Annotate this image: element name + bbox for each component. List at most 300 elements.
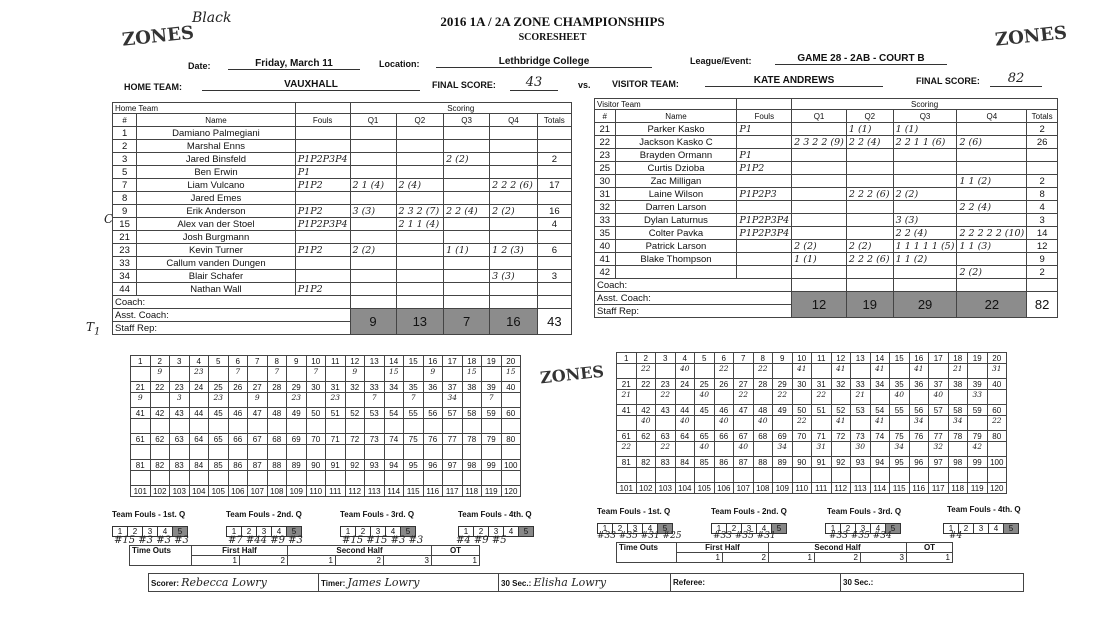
home-foul-box[interactable]: 3 xyxy=(370,526,386,537)
home-player-q1[interactable] xyxy=(350,257,396,270)
visitor-score-mark[interactable] xyxy=(734,416,754,431)
visitor-score-mark[interactable] xyxy=(734,468,754,483)
visitor-score-mark[interactable] xyxy=(948,442,968,457)
visitor-score-mark[interactable] xyxy=(909,390,929,405)
home-score-mark[interactable] xyxy=(228,445,248,460)
visitor-score-mark[interactable] xyxy=(636,390,656,405)
home-player-q4[interactable] xyxy=(490,153,538,166)
visitor-foul-box[interactable]: 2 xyxy=(840,523,856,534)
visitor-foul-box[interactable]: 1 xyxy=(943,523,959,534)
visitor-score-mark[interactable] xyxy=(792,390,812,405)
home-score-mark[interactable] xyxy=(170,419,190,434)
home-score-mark[interactable] xyxy=(267,393,287,408)
visitor-score-mark[interactable] xyxy=(675,390,695,405)
home-score-mark[interactable]: 34 xyxy=(443,393,463,408)
visitor-player-q1[interactable] xyxy=(792,227,847,240)
home-player-q4[interactable] xyxy=(490,283,538,296)
visitor-score-mark[interactable]: 22 xyxy=(617,442,637,457)
visitor-score-mark[interactable]: 40 xyxy=(636,416,656,431)
visitor-score-mark[interactable]: 34 xyxy=(890,442,910,457)
home-player-total[interactable] xyxy=(537,257,571,270)
home-foul-box[interactable]: 3 xyxy=(142,526,158,537)
visitor-timeout-slot[interactable]: 1 xyxy=(907,553,953,563)
home-score-mark[interactable] xyxy=(326,445,346,460)
visitor-player-q3[interactable] xyxy=(893,175,957,188)
visitor-player-q1[interactable] xyxy=(792,266,847,279)
home-score-mark[interactable]: 15 xyxy=(501,367,521,382)
home-score-mark[interactable] xyxy=(228,471,248,486)
visitor-score-mark[interactable] xyxy=(831,390,851,405)
home-score-mark[interactable] xyxy=(384,445,404,460)
home-player-q2[interactable] xyxy=(396,153,444,166)
visitor-player-q4[interactable] xyxy=(957,214,1027,227)
home-score-mark[interactable] xyxy=(345,419,365,434)
visitor-score-mark[interactable] xyxy=(812,468,832,483)
home-score-mark[interactable] xyxy=(423,471,443,486)
home-score-mark[interactable]: 9 xyxy=(423,367,443,382)
visitor-player-q2[interactable] xyxy=(846,201,893,214)
home-player-q2[interactable]: 2 (4) xyxy=(396,179,444,192)
home-foul-box[interactable]: 5 xyxy=(286,526,302,537)
home-player-total[interactable]: 2 xyxy=(537,153,571,166)
visitor-score-mark[interactable]: 21 xyxy=(617,390,637,405)
visitor-player-q3[interactable]: 3 (3) xyxy=(893,214,957,227)
home-score-mark[interactable] xyxy=(345,393,365,408)
home-score-mark[interactable] xyxy=(501,393,521,408)
home-foul-box[interactable]: 1 xyxy=(458,526,474,537)
visitor-player-total[interactable]: 4 xyxy=(1027,201,1058,214)
home-score-mark[interactable] xyxy=(326,419,346,434)
visitor-player-q2[interactable] xyxy=(846,214,893,227)
home-score-mark[interactable] xyxy=(248,445,268,460)
visitor-player-q2[interactable]: 2 (2) xyxy=(846,240,893,253)
home-player-q2[interactable]: 2 3 2 (7) xyxy=(396,205,444,218)
home-player-q3[interactable]: 2 (2) xyxy=(444,153,490,166)
visitor-score-mark[interactable] xyxy=(812,416,832,431)
home-player-total[interactable] xyxy=(537,231,571,244)
home-player-fouls[interactable]: P1P2P3P4 xyxy=(295,153,350,166)
home-player-q3[interactable] xyxy=(444,127,490,140)
visitor-player-q1[interactable] xyxy=(792,188,847,201)
home-final-score[interactable]: 43 xyxy=(510,75,558,91)
visitor-score-mark[interactable] xyxy=(695,468,715,483)
home-score-mark[interactable] xyxy=(267,471,287,486)
visitor-timeout-slot[interactable]: 3 xyxy=(861,553,907,563)
visitor-score-mark[interactable] xyxy=(968,416,988,431)
visitor-player-fouls[interactable]: P1 xyxy=(737,123,792,136)
visitor-foul-box[interactable]: 3 xyxy=(855,523,871,534)
home-score-mark[interactable] xyxy=(423,419,443,434)
home-score-mark[interactable] xyxy=(189,471,209,486)
visitor-score-mark[interactable]: 22 xyxy=(753,364,773,379)
visitor-player-total[interactable] xyxy=(1027,162,1058,175)
home-player-q1[interactable] xyxy=(350,140,396,153)
home-player-q1[interactable] xyxy=(350,218,396,231)
home-foul-box[interactable]: 2 xyxy=(355,526,371,537)
visitor-foul-box[interactable]: 3 xyxy=(973,523,989,534)
visitor-score-mark[interactable] xyxy=(773,468,793,483)
visitor-score-mark[interactable]: 22 xyxy=(734,390,754,405)
home-player-q4[interactable] xyxy=(490,127,538,140)
visitor-score-mark[interactable]: 41 xyxy=(909,364,929,379)
visitor-score-mark[interactable]: 22 xyxy=(656,390,676,405)
home-player-q2[interactable] xyxy=(396,192,444,205)
visitor-player-total[interactable]: 8 xyxy=(1027,188,1058,201)
visitor-player-q2[interactable] xyxy=(846,149,893,162)
home-foul-box[interactable]: 4 xyxy=(385,526,401,537)
home-score-mark[interactable] xyxy=(306,445,326,460)
visitor-score-mark[interactable] xyxy=(870,468,890,483)
visitor-score-mark[interactable] xyxy=(617,364,637,379)
visitor-player-q4[interactable]: 2 2 (4) xyxy=(957,201,1027,214)
home-player-q2[interactable] xyxy=(396,127,444,140)
home-foul-box[interactable]: 4 xyxy=(157,526,173,537)
visitor-score-mark[interactable] xyxy=(968,468,988,483)
visitor-score-mark[interactable]: 21 xyxy=(948,364,968,379)
visitor-score-mark[interactable] xyxy=(773,416,793,431)
home-score-mark[interactable] xyxy=(131,445,151,460)
visitor-score-mark[interactable]: 34 xyxy=(909,416,929,431)
home-player-q2[interactable] xyxy=(396,270,444,283)
scorer-value[interactable]: Rebecca Lowry xyxy=(181,576,267,589)
home-score-mark[interactable] xyxy=(365,367,385,382)
home-score-mark[interactable]: 15 xyxy=(462,367,482,382)
home-player-q1[interactable] xyxy=(350,166,396,179)
visitor-timeout-slot[interactable]: 2 xyxy=(815,553,861,563)
home-player-q2[interactable]: 2 1 1 (4) xyxy=(396,218,444,231)
home-player-fouls[interactable] xyxy=(295,140,350,153)
home-score-mark[interactable] xyxy=(443,445,463,460)
visitor-score-mark[interactable] xyxy=(636,468,656,483)
visitor-player-fouls[interactable]: P1 xyxy=(737,149,792,162)
home-score-mark[interactable]: 23 xyxy=(326,393,346,408)
visitor-score-mark[interactable] xyxy=(831,442,851,457)
visitor-score-mark[interactable]: 42 xyxy=(968,442,988,457)
visitor-player-q3[interactable] xyxy=(893,201,957,214)
visitor-score-mark[interactable]: 22 xyxy=(714,364,734,379)
home-score-mark[interactable] xyxy=(189,419,209,434)
home-player-fouls[interactable]: P1 xyxy=(295,166,350,179)
home-player-q4[interactable] xyxy=(490,231,538,244)
home-score-mark[interactable] xyxy=(443,419,463,434)
home-player-q3[interactable] xyxy=(444,257,490,270)
home-player-q3[interactable]: 2 2 (4) xyxy=(444,205,490,218)
visitor-player-q4[interactable]: 2 2 2 2 2 (10) xyxy=(957,227,1027,240)
visitor-score-mark[interactable] xyxy=(675,468,695,483)
home-player-q3[interactable] xyxy=(444,192,490,205)
visitor-foul-box[interactable]: 5 xyxy=(1003,523,1019,534)
home-player-total[interactable]: 4 xyxy=(537,218,571,231)
home-score-mark[interactable] xyxy=(482,445,502,460)
home-timeout-slot[interactable]: 2 xyxy=(240,556,288,566)
visitor-foul-box[interactable]: 4 xyxy=(756,523,772,534)
home-score-mark[interactable]: 9 xyxy=(248,393,268,408)
visitor-score-mark[interactable]: 32 xyxy=(929,442,949,457)
visitor-score-mark[interactable] xyxy=(617,416,637,431)
visitor-score-mark[interactable] xyxy=(636,442,656,457)
home-player-q3[interactable] xyxy=(444,218,490,231)
home-player-fouls[interactable]: P1P2 xyxy=(295,205,350,218)
home-score-mark[interactable] xyxy=(326,471,346,486)
home-score-mark[interactable]: 7 xyxy=(306,367,326,382)
visitor-player-fouls[interactable]: P1P2P3P4 xyxy=(737,214,792,227)
home-player-q3[interactable] xyxy=(444,179,490,192)
visitor-player-fouls[interactable]: P1P2 xyxy=(737,162,792,175)
visitor-score-mark[interactable] xyxy=(948,468,968,483)
home-score-mark[interactable] xyxy=(306,419,326,434)
home-score-mark[interactable] xyxy=(404,445,424,460)
home-timeout-slot[interactable]: 2 xyxy=(336,556,384,566)
visitor-score-mark[interactable]: 40 xyxy=(695,442,715,457)
visitor-score-mark[interactable]: 40 xyxy=(695,390,715,405)
visitor-player-total[interactable]: 12 xyxy=(1027,240,1058,253)
visitor-timeout-slot[interactable]: 1 xyxy=(769,553,815,563)
home-player-q2[interactable] xyxy=(396,283,444,296)
home-player-q1[interactable] xyxy=(350,270,396,283)
visitor-player-fouls[interactable]: P1P2P3 xyxy=(737,188,792,201)
home-timeout-slot[interactable]: 3 xyxy=(384,556,432,566)
visitor-score-mark[interactable] xyxy=(890,416,910,431)
home-player-q4[interactable]: 2 (2) xyxy=(490,205,538,218)
home-score-mark[interactable] xyxy=(482,367,502,382)
home-score-mark[interactable]: 7 xyxy=(228,367,248,382)
home-score-mark[interactable] xyxy=(248,419,268,434)
home-player-q2[interactable] xyxy=(396,140,444,153)
home-player-q2[interactable] xyxy=(396,231,444,244)
home-player-q1[interactable] xyxy=(350,283,396,296)
home-score-mark[interactable]: 9 xyxy=(150,367,170,382)
visitor-score-mark[interactable]: 34 xyxy=(773,442,793,457)
home-player-q3[interactable] xyxy=(444,231,490,244)
home-player-total[interactable]: 3 xyxy=(537,270,571,283)
visitor-player-q4[interactable] xyxy=(957,253,1027,266)
visitor-foul-box[interactable]: 4 xyxy=(870,523,886,534)
visitor-player-q3[interactable]: 2 (2) xyxy=(893,188,957,201)
visitor-foul-box[interactable]: 3 xyxy=(741,523,757,534)
visitor-player-q4[interactable]: 1 1 (3) xyxy=(957,240,1027,253)
visitor-player-q1[interactable] xyxy=(792,214,847,227)
home-player-q4[interactable]: 3 (3) xyxy=(490,270,538,283)
home-score-mark[interactable] xyxy=(384,393,404,408)
visitor-player-q4[interactable] xyxy=(957,123,1027,136)
visitor-player-q3[interactable]: 1 (1) xyxy=(893,123,957,136)
home-player-total[interactable] xyxy=(537,192,571,205)
home-score-mark[interactable] xyxy=(248,367,268,382)
home-score-mark[interactable] xyxy=(287,419,307,434)
home-timeout-slot[interactable]: 1 xyxy=(288,556,336,566)
visitor-score-mark[interactable] xyxy=(909,442,929,457)
visitor-player-q3[interactable]: 1 1 (2) xyxy=(893,253,957,266)
home-player-q2[interactable] xyxy=(396,166,444,179)
visitor-score-mark[interactable] xyxy=(675,442,695,457)
home-score-mark[interactable] xyxy=(306,471,326,486)
visitor-score-mark[interactable] xyxy=(870,390,890,405)
visitor-score-mark[interactable]: 22 xyxy=(792,416,812,431)
league-field[interactable]: GAME 28 - 2AB - COURT B xyxy=(775,53,947,65)
home-player-q4[interactable] xyxy=(490,140,538,153)
visitor-player-q4[interactable] xyxy=(957,188,1027,201)
home-score-mark[interactable] xyxy=(501,419,521,434)
visitor-player-total[interactable]: 2 xyxy=(1027,266,1058,279)
visitor-player-total[interactable]: 14 xyxy=(1027,227,1058,240)
visitor-score-mark[interactable] xyxy=(968,364,988,379)
visitor-player-q3[interactable] xyxy=(893,266,957,279)
home-score-mark[interactable]: 23 xyxy=(287,393,307,408)
location-field[interactable]: Lethbridge College xyxy=(436,56,652,68)
home-player-q1[interactable]: 3 (3) xyxy=(350,205,396,218)
visitor-score-mark[interactable] xyxy=(695,364,715,379)
thirty-sec-value[interactable]: Elisha Lowry xyxy=(533,576,607,589)
home-score-mark[interactable] xyxy=(150,393,170,408)
visitor-player-q1[interactable]: 1 (1) xyxy=(792,253,847,266)
timer-value[interactable]: James Lowry xyxy=(347,576,420,589)
visitor-score-mark[interactable]: 22 xyxy=(656,442,676,457)
home-player-q4[interactable] xyxy=(490,257,538,270)
visitor-score-mark[interactable]: 41 xyxy=(870,364,890,379)
visitor-player-q2[interactable]: 2 2 (4) xyxy=(846,136,893,149)
home-score-mark[interactable] xyxy=(189,445,209,460)
visitor-score-mark[interactable] xyxy=(851,416,871,431)
visitor-score-mark[interactable] xyxy=(929,416,949,431)
visitor-score-mark[interactable] xyxy=(987,390,1007,405)
visitor-player-q2[interactable] xyxy=(846,227,893,240)
home-player-total[interactable] xyxy=(537,140,571,153)
home-score-mark[interactable]: 23 xyxy=(209,393,229,408)
visitor-score-mark[interactable] xyxy=(851,468,871,483)
home-score-mark[interactable]: 7 xyxy=(267,367,287,382)
home-score-mark[interactable] xyxy=(150,445,170,460)
home-score-mark[interactable] xyxy=(404,367,424,382)
home-score-mark[interactable] xyxy=(209,471,229,486)
visitor-player-total[interactable]: 26 xyxy=(1027,136,1058,149)
visitor-score-mark[interactable] xyxy=(753,390,773,405)
visitor-player-fouls[interactable] xyxy=(737,136,792,149)
home-score-mark[interactable] xyxy=(345,471,365,486)
home-score-mark[interactable] xyxy=(501,471,521,486)
visitor-player-total[interactable]: 2 xyxy=(1027,123,1058,136)
home-score-mark[interactable] xyxy=(365,471,385,486)
visitor-player-q3[interactable]: 1 1 1 1 1 (5) xyxy=(893,240,957,253)
visitor-score-mark[interactable] xyxy=(929,364,949,379)
home-score-mark[interactable] xyxy=(228,393,248,408)
home-player-fouls[interactable]: P1P2 xyxy=(295,283,350,296)
home-score-mark[interactable] xyxy=(482,419,502,434)
home-score-mark[interactable]: 15 xyxy=(384,367,404,382)
visitor-foul-box[interactable]: 4 xyxy=(642,523,658,534)
home-score-mark[interactable] xyxy=(131,367,151,382)
visitor-score-mark[interactable]: 22 xyxy=(773,390,793,405)
home-score-mark[interactable] xyxy=(423,445,443,460)
visitor-timeout-slot[interactable]: 2 xyxy=(723,553,769,563)
visitor-score-mark[interactable]: 40 xyxy=(929,390,949,405)
home-player-q2[interactable] xyxy=(396,257,444,270)
home-score-mark[interactable] xyxy=(384,419,404,434)
visitor-player-q2[interactable] xyxy=(846,175,893,188)
visitor-team-field[interactable]: KATE ANDREWS xyxy=(705,75,883,87)
home-score-mark[interactable] xyxy=(131,471,151,486)
visitor-player-q1[interactable] xyxy=(792,162,847,175)
visitor-score-mark[interactable] xyxy=(617,468,637,483)
home-score-mark[interactable] xyxy=(462,419,482,434)
home-score-mark[interactable]: 3 xyxy=(170,393,190,408)
visitor-player-q1[interactable] xyxy=(792,175,847,188)
home-player-total[interactable] xyxy=(537,283,571,296)
home-score-mark[interactable] xyxy=(404,471,424,486)
visitor-score-mark[interactable]: 40 xyxy=(714,416,734,431)
visitor-player-q2[interactable] xyxy=(846,162,893,175)
visitor-score-mark[interactable] xyxy=(890,364,910,379)
visitor-player-q4[interactable]: 2 (6) xyxy=(957,136,1027,149)
home-player-fouls[interactable] xyxy=(295,257,350,270)
home-score-mark[interactable] xyxy=(131,419,151,434)
visitor-score-mark[interactable]: 22 xyxy=(987,416,1007,431)
visitor-score-mark[interactable] xyxy=(714,468,734,483)
visitor-player-q4[interactable]: 2 (2) xyxy=(957,266,1027,279)
home-score-mark[interactable] xyxy=(423,393,443,408)
visitor-player-total[interactable]: 3 xyxy=(1027,214,1058,227)
home-player-total[interactable]: 16 xyxy=(537,205,571,218)
home-foul-box[interactable]: 4 xyxy=(503,526,519,537)
home-player-q3[interactable] xyxy=(444,166,490,179)
home-score-mark[interactable] xyxy=(384,471,404,486)
visitor-score-mark[interactable]: 31 xyxy=(812,442,832,457)
visitor-score-mark[interactable] xyxy=(909,468,929,483)
visitor-player-q2[interactable] xyxy=(846,266,893,279)
visitor-foul-box[interactable]: 1 xyxy=(711,523,727,534)
visitor-score-mark[interactable]: 40 xyxy=(734,442,754,457)
visitor-score-mark[interactable] xyxy=(773,364,793,379)
home-player-q3[interactable] xyxy=(444,270,490,283)
home-player-q1[interactable]: 2 1 (4) xyxy=(350,179,396,192)
visitor-player-q3[interactable]: 2 2 (4) xyxy=(893,227,957,240)
home-score-mark[interactable] xyxy=(287,471,307,486)
home-score-mark[interactable] xyxy=(150,471,170,486)
home-timeout-slot[interactable]: 1 xyxy=(432,556,480,566)
home-player-total[interactable] xyxy=(537,166,571,179)
visitor-score-mark[interactable]: 41 xyxy=(792,364,812,379)
visitor-player-q2[interactable]: 1 (1) xyxy=(846,123,893,136)
home-score-mark[interactable] xyxy=(287,445,307,460)
home-score-mark[interactable] xyxy=(228,419,248,434)
home-player-q1[interactable]: 2 (2) xyxy=(350,244,396,257)
visitor-player-q1[interactable]: 2 (2) xyxy=(792,240,847,253)
home-score-mark[interactable] xyxy=(462,471,482,486)
visitor-player-fouls[interactable] xyxy=(737,175,792,188)
visitor-player-q3[interactable] xyxy=(893,162,957,175)
visitor-score-mark[interactable] xyxy=(714,390,734,405)
visitor-score-mark[interactable] xyxy=(831,468,851,483)
home-score-mark[interactable] xyxy=(170,445,190,460)
home-player-total[interactable]: 6 xyxy=(537,244,571,257)
visitor-score-mark[interactable] xyxy=(987,442,1007,457)
home-foul-box[interactable]: 1 xyxy=(226,526,242,537)
visitor-score-mark[interactable] xyxy=(656,468,676,483)
visitor-score-mark[interactable] xyxy=(753,442,773,457)
home-score-mark[interactable] xyxy=(189,393,209,408)
home-player-q2[interactable] xyxy=(396,244,444,257)
visitor-score-mark[interactable]: 33 xyxy=(968,390,988,405)
home-player-fouls[interactable] xyxy=(295,270,350,283)
visitor-timeout-slot[interactable]: 1 xyxy=(677,553,723,563)
home-foul-box[interactable]: 3 xyxy=(256,526,272,537)
home-score-mark[interactable] xyxy=(306,393,326,408)
visitor-score-mark[interactable]: 34 xyxy=(948,416,968,431)
home-score-mark[interactable] xyxy=(209,445,229,460)
home-score-mark[interactable]: 7 xyxy=(365,393,385,408)
visitor-score-mark[interactable]: 31 xyxy=(987,364,1007,379)
visitor-score-mark[interactable]: 21 xyxy=(851,390,871,405)
home-foul-box[interactable]: 2 xyxy=(127,526,143,537)
